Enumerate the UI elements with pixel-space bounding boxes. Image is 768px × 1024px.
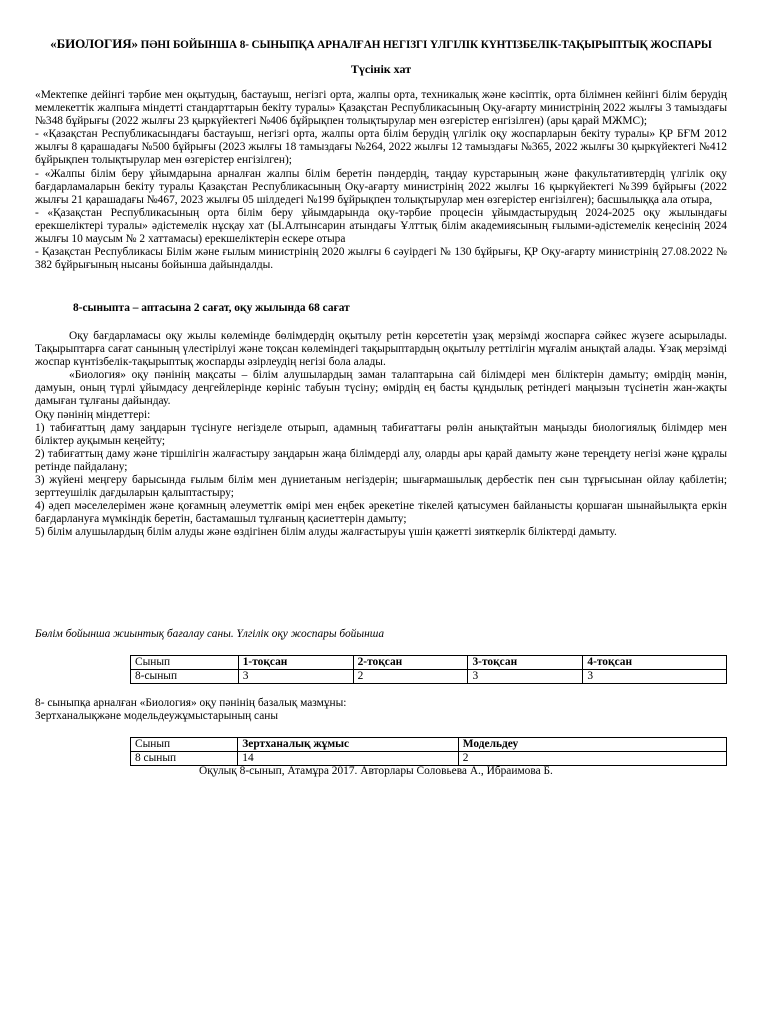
title-rest: ПӘНІ БОЙЫНША 8- СЫНЫПҚА АРНАЛҒАН НЕГІЗГІ ҮЛГІЛІК КҮНТІЗБЕЛІК-ТАҚЫРЫПТЫҚ ЖОСПАРЫ (137, 39, 712, 51)
hours-line: 8-сыныпта – аптасына 2 сағат, оқу жылында 68 сағат (73, 302, 350, 314)
table-header-cell: Сынып (131, 738, 238, 752)
table-cell: 8-сынып (131, 670, 239, 684)
intro-section (35, 89, 727, 272)
intro-paragraph: - «Қазақстан Республикасындағы бастауыш, негізгі орта, жалпы орта білім берудің үлгілік оқу жоспарларын бекіту туралы» ҚР БҒМ 2012 жылғы 8 қарашадағы №500 бұйрығы (2023 жылғы 18 тамыздағы №264, 2022 жылғы 12 тамыздағы №365, 2022 жылғы 30 қыркүйектегі №412 бұйрықпен толықтырулар мен өзгерістер енгізілген); (35, 128, 727, 167)
base-content-line: 8- сыныпқа арналған «Биология» оқу пәнінің базалық мазмұны: (35, 697, 347, 709)
explanatory-note-heading: Түсінік хат (350, 62, 412, 76)
tasks-heading: Оқу пәнінің міндеттері: (35, 408, 151, 421)
intro-paragraph: - «Қазақстан Республикасының орта білім беру ұйымдарында оқу-тәрбие процесін ұйымдастырудың 2024-2025 оқу жылындағы ерекшеліктері туралы» әдістемелік нұсқау хат (Ы.Алтынсарин атындағы Ұлттық білім академиясының ғылыми-әдістемелік кеңесінің 2024 жылғы 10 маусым № 2 хаттамасы) ерекшеліктерін ескере отыра (35, 206, 727, 246)
task-item: 1) табиғаттың даму заңдарын түсінуге негізделе отырып, адамның табиғаттағы рөлін анықтайтын маңызды биологиялық білімдер мен біліктер ауқымын кеңейту; (35, 421, 727, 447)
table-header-cell: Сынып (131, 656, 239, 670)
lab-work-table (130, 737, 727, 766)
intro-paragraph: «Мектепке дейінгі тәрбие мен оқытудың, бастауыш, негізгі орта, жалпы орта, техникалық және кәсіптік, орта білімнен кейінгі білім берудің мемлекеттік жалпыға міндетті стандарттарын бекіту туралы» Қазақстан Республикасының Оқу-ағарту министрінің 2022 жылғы 3 тамыздағы №348 бұйрығы (2022 жылғы 23 қыркүйектегі №406 бұйрықпен толықтырулар мен өзгерістер енгізілген) (ары қарай МЖМС); (35, 89, 727, 128)
table-cell: 2 (458, 752, 726, 766)
program-section (35, 330, 727, 540)
program-goal: «Биология» оқу пәнінің мақсаты – білім алушылардың заман талаптарына сай білімдері мен біліктерін дамыту; өмірдің мәнін, дамуын, оның түрлі ұйымдасу деңгейлерінде көрініс табуын түсіну; өмірдің ең басты құндылық ретіндегі маңызын түсінетін жан-жақты дамыған тұлғаны дайындау. (35, 369, 727, 408)
document-title (35, 36, 727, 52)
base-content-section (35, 697, 346, 724)
table-header-cell: Модельдеу (458, 738, 726, 752)
table-cell: 3 (468, 670, 583, 684)
task-item: 2) табиғаттың даму және тіршілігін жалғастыру заңдарын жаңа білімдерді алу, оларды ары қарай дамыту және тереңдету негізі және құралы ретінде пайдалану; (35, 447, 727, 473)
table-header-cell: 2-тоқсан (353, 656, 468, 670)
table-cell: 3 (238, 670, 353, 684)
table-cell: 14 (238, 752, 459, 766)
table-row (131, 752, 727, 766)
table-cell: 8 сынып (131, 752, 238, 766)
table-header-cell: Зертханалық жұмыс (238, 738, 459, 752)
intro-paragraph: - Қазақстан Республикасы Білім және ғылым министрінің 2020 жылғы 6 сәуірдегі № 130 бұйрығы, ҚР Оқу-ағарту министрінің 27.08.2022 № 382 бұйрығының нысаны бойынша дайындалды. (35, 246, 727, 272)
lab-count-line: Зертханалықжәне модельдеужұмыстарының саны (35, 710, 279, 723)
textbook-line: Оқулық 8-сынып, Атамұра 2017. Авторлары Соловьева А., Ибраимова Б. (199, 765, 553, 777)
assessment-caption: Бөлім бойынша жиынтық бағалау саны. Үлгілік оқу жоспары бойынша (35, 628, 385, 640)
task-item: 4) әдеп мәселелерімен және қоғамның әлеуметтік өмірі мен еңбек әрекетіне тікелей қатысумен байланысты қоршаған шынайылықта еркін бағдарлануға мүмкіндік беретін, бастамашыл тұлғаның қасиеттерін дамыту; (35, 500, 727, 526)
assessment-table (130, 655, 727, 684)
table-row (131, 670, 727, 684)
table-header-cell: 1-тоқсан (238, 656, 353, 670)
table-header-row (131, 656, 727, 670)
task-item: 3) жүйені меңгеру барысында ғылым білім мен дүниетаным негіздерін; шығармашылық дербестік пен сын тұрғысынан ойлау қабілетін; зерттеушілік дағдыларын қалыптастыру; (35, 474, 727, 500)
task-item: 5) білім алушылардың білім алуды және өздігінен білім алуды жалғастыруы үшін қажетті зияткерлік біліктерді дамыту. (35, 526, 617, 539)
program-paragraph: Оқу бағдарламасы оқу жылы көлемінде бөлімдердің оқытылу ретін көрсететін ұзақ мерзімді жоспарға сәйкес жүзеге асырылады. Тақырыптарға сағат санының үлестірілуі және тоқсан көлеміндегі тақырыптардың оқытылу реттілігін мұғалім анықтай алады. Ұзақ мерзімді жоспар күнтізбелік-тақырыптық жоспарды әзірлеудің негізі бола алады. (35, 330, 727, 369)
table-header-row (131, 738, 727, 752)
intro-paragraph: - «Жалпы білім беру ұйымдарына арналған жалпы білім беретін пәндердің, таңдау курстарының және факультативтердің үлгілік оқу бағдарламаларын бекіту туралы Қазақстан Республикасының Оқу-ағарту министрінің 2022 жылғы 16 қыркүйектегі №399 бұйрығы (2022 жылғы 21 қарашадағы №467, 2023 жылғы 05 шілдедегі №199 бұйрықпен толықтырулар мен өзгерістер енгізілген); басшылыққа ала отыра, (35, 167, 727, 206)
table-cell: 2 (353, 670, 468, 684)
table-header-cell: 4-тоқсан (583, 656, 727, 670)
table-cell: 3 (583, 670, 727, 684)
table-header-cell: 3-тоқсан (468, 656, 583, 670)
title-subject: «БИОЛОГИЯ» (50, 36, 138, 51)
